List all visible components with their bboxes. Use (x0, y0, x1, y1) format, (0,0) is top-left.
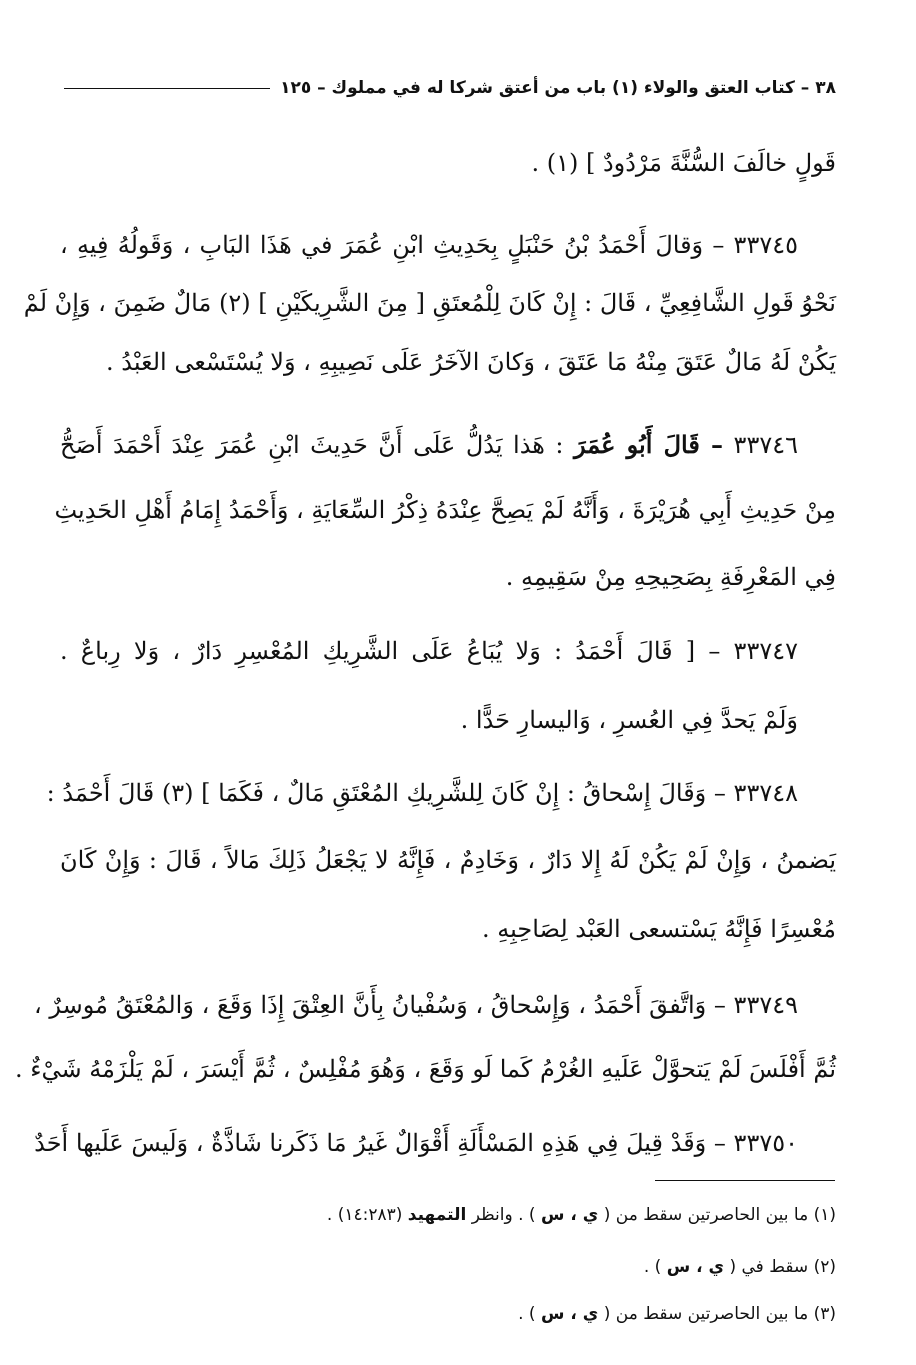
footnote-text: ) . (643, 1257, 662, 1277)
paragraph-line: يَكُنْ لَهُ مَالٌ عَتَقَ مِنْهُ مَا عَتَقَ ، وَكانَ الآخَرُ عَلَى نَصِيبِهِ ، وَلا يُسْتَسْعى العَبْدُ . (106, 348, 836, 376)
footnote-text: (١) ما بين الحاصرتين سقط من ( (603, 1205, 836, 1225)
paragraph-line: قَولٍ خالَفَ السُّنَّةَ مَرْدُودٌ ] (١) . (531, 149, 836, 177)
paragraph-number: ٣٣٧٤٨ (733, 779, 798, 807)
paragraph-number: ٣٣٧٤٥ (733, 231, 798, 259)
footnote-sources: ي ، س (540, 1304, 599, 1324)
footnote-text: ) . وانظر (471, 1205, 536, 1225)
running-header (64, 78, 836, 98)
paragraph-text: – وَقَدْ قِيلَ فِي هَذِهِ المَسْأَلَةِ أَقْوَالٌ غَيرُ مَا ذَكَرنا شَاذَّةٌ ، وَلَيسَ عَلَيها أَحَدٌ (34, 1129, 726, 1157)
paragraph-number: ٣٣٧٤٦ (733, 431, 798, 459)
footnote-reference: (١٤:٢٨٣) . (326, 1205, 403, 1225)
footnote-1 (327, 1203, 836, 1227)
footnote-text: ) . (518, 1304, 536, 1324)
footnote-sources: ي ، س (666, 1257, 725, 1277)
paragraph-text: – [ قَالَ أَحْمَدُ : وَلا يُبَاعُ عَلَى الشَّرِيكِ المُعْسِرِ دَارٌ ، وَلا رِباعٌ . (60, 637, 721, 665)
footnote-3 (518, 1302, 836, 1326)
paragraph-line (60, 228, 798, 262)
paragraph-number: ٣٣٧٥٠ (733, 1129, 798, 1157)
paragraph-line: مِنْ حَدِيثِ أَبِي هُرَيْرَةَ ، وَأَنَّهُ لَمْ يَصِحَّ عِنْدَهُ ذِكْرُ السِّعَايَةِ ، وَأَحْمَدُ إِمَامُ أَهْلِ الحَدِيثِ (54, 496, 836, 524)
header-rule (64, 88, 270, 89)
paragraph-line (34, 988, 798, 1022)
paragraph-text: : هَذا يَدُلُّ عَلَى أَنَّ حَدِيثَ ابْنِ عُمَرَ عِنْدَ أَحْمَدَ أَصَحُّ (60, 431, 564, 459)
header-title: ٣٨ – كتاب العتق والولاء (١) باب من أعتق شركا له في مملوك – ١٢٥ (280, 78, 836, 98)
paragraph-line (46, 776, 798, 810)
paragraph-line (60, 428, 798, 462)
paragraph-text: – وَقالَ أَحْمَدُ بْنُ حَنْبَلٍ بِحَدِيثِ ابْنِ عُمَرَ في هَذَا البَابِ ، وَقَولُهُ فِيهِ ، (60, 231, 725, 259)
footnote-text: (٢) سقط في ( (729, 1257, 836, 1277)
paragraph-line: نَحْوُ قَولِ الشَّافِعِيِّ ، قَالَ : إِنْ كَانَ لِلْمُعتَقِ [ مِنَ الشَّرِيكَيْنِ ] (٢) مَالٌ ضَمِنَ ، وَإِنْ لَمْ (23, 289, 836, 317)
paragraph-text: – وَقَالَ إِسْحاقُ : إِنْ كَانَ لِلشَّرِيكِ المُعْتَقِ مَالٌ ، فَكَمَا ] (٣) قَالَ أَحْمَدُ : (46, 779, 726, 807)
paragraph-line: مُعْسِرًا فَإِنَّهُ يَسْتسعى العَبْد لِصَاحِبِهِ . (482, 915, 836, 943)
footnote-text: (٣) ما بين الحاصرتين سقط من ( (603, 1304, 836, 1324)
paragraph-line (60, 634, 798, 668)
footnote-sources: ي ، س (540, 1205, 599, 1225)
paragraph-line: فِي المَعْرِفَةِ بِصَحِيحِهِ مِنْ سَقِيمِهِ . (505, 563, 836, 591)
paragraph-line (34, 1126, 798, 1160)
paragraph-number: ٣٣٧٤٩ (733, 991, 798, 1019)
author-name: – قَالَ أَبُو عُمَرَ (574, 430, 724, 459)
paragraph-line: يَضمنُ ، وَإِنْ لَمْ يَكُنْ لَهُ إِلا دَارٌ ، وَخَادِمٌ ، فَإِنَّهُ لا يَجْعَلُ ذَلِكَ مَالاً ، قَالَ : وَإِنْ كَانَ (60, 846, 836, 874)
paragraph-line: ثُمَّ أَفْلَسَ لَمْ يَتحوَّلْ عَلَيهِ الغُرْمُ كَما لَو وَقَعَ ، وَهُوَ مُفْلِسٌ ، ثُمَّ أَيْسَرَ ، لَمْ يَلْزَمْهُ شَيْءٌ . (15, 1055, 836, 1083)
footnote-2 (644, 1255, 836, 1279)
paragraph-line: وَلَمْ يَحدَّ فِي العُسرِ ، وَاليسارِ حَدًّا . (460, 706, 798, 734)
paragraph-number: ٣٣٧٤٧ (733, 637, 798, 665)
footnote-rule (655, 1180, 835, 1181)
footnote-book-title: التمهيد (407, 1205, 467, 1225)
paragraph-text: – وَاتَّفقَ أَحْمَدُ ، وَإِسْحاقُ ، وَسُفْيانُ بِأَنَّ العِتْقَ إِذَا وَقَعَ ، وَالمُعْتَقُ مُوسِرٌ ، (34, 991, 726, 1019)
